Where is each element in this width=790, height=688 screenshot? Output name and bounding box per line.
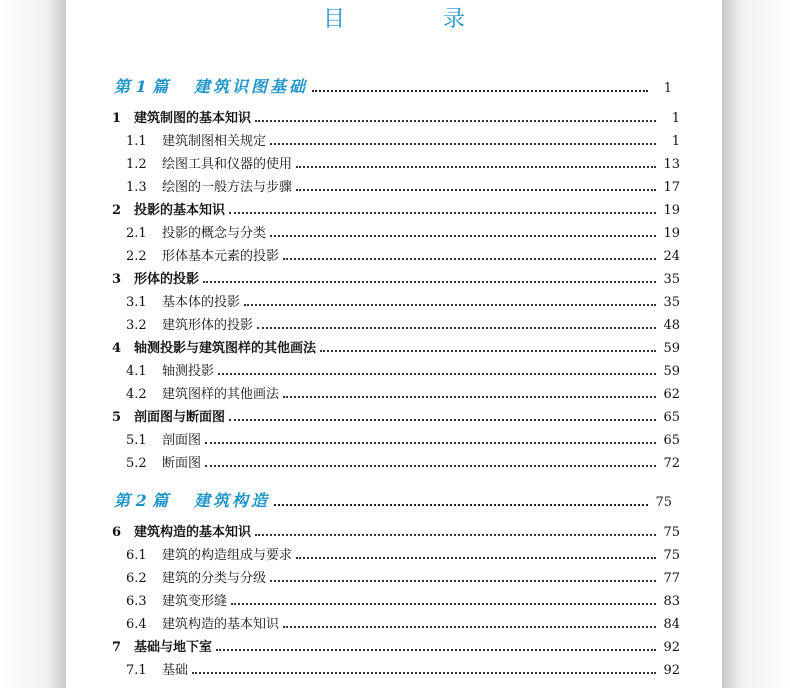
entry-number: 3.2 (126, 318, 147, 333)
entry-number: 3.1 (126, 295, 147, 310)
entry-number: 4 (112, 341, 122, 356)
dot-leader (229, 212, 656, 214)
entry-page-number: 65 (663, 410, 680, 425)
entry-title: 建筑形体的投影 (162, 318, 254, 333)
dot-leader (257, 327, 656, 329)
entry-title: 基础 (162, 663, 189, 678)
entry-number: 7.1 (126, 663, 147, 678)
entry-title: 建筑的分类与分级 (162, 571, 267, 586)
entry-title: 建筑构造 (194, 491, 271, 510)
toc-section-entry (126, 544, 680, 563)
entry-number: 1.3 (126, 180, 147, 195)
entry-title: 建筑变形缝 (162, 594, 228, 609)
entry-title: 建筑识图基础 (194, 77, 309, 96)
entry-number: 6.3 (126, 594, 147, 609)
toc-section-entry (126, 452, 680, 471)
entry-page-number: 35 (663, 272, 680, 287)
toc-section-entry (126, 613, 680, 632)
entry-page-number: 35 (663, 295, 680, 310)
toc-chapter-entry (112, 107, 680, 126)
toc-section-entry (126, 567, 680, 586)
dot-leader (229, 419, 656, 421)
entry-page-number: 1 (671, 111, 680, 126)
toc-section-entry (126, 176, 680, 195)
entry-page-number: 77 (663, 571, 680, 586)
entry-page-number: 62 (663, 387, 680, 402)
dot-leader (283, 626, 656, 628)
entry-title: 建筑图样的其他画法 (162, 387, 280, 402)
entry-title: 建筑制图的基本知识 (134, 111, 252, 126)
dot-leader (312, 90, 648, 92)
entry-page-number: 19 (663, 226, 680, 241)
dot-leader (192, 672, 656, 674)
toc-part-entry (114, 74, 672, 97)
entry-number: 第 2 篇 (114, 491, 169, 510)
toc-section-entry (126, 245, 680, 264)
dot-leader (255, 534, 656, 536)
toc-chapter-entry (112, 521, 680, 540)
entry-title: 轴测投影 (162, 364, 215, 379)
entry-title: 剖面图 (162, 433, 202, 448)
dot-leader (216, 649, 656, 651)
toc-chapter-entry (112, 636, 680, 655)
toc-chapter-entry (112, 406, 680, 425)
page-shadow-right (722, 0, 790, 688)
dot-leader (296, 557, 656, 559)
entry-number: 4.2 (126, 387, 147, 402)
page-shadow-left (0, 0, 66, 688)
toc-section-entry (126, 222, 680, 241)
entry-page-number: 17 (663, 180, 680, 195)
dot-leader (270, 143, 656, 145)
dot-leader (296, 166, 656, 168)
entry-number: 第 1 篇 (114, 77, 169, 96)
entry-page-number: 83 (663, 594, 680, 609)
entry-page-number: 75 (663, 548, 680, 563)
toc-section-entry (126, 659, 680, 678)
entry-page-number: 92 (663, 640, 680, 655)
entry-page-number: 19 (663, 203, 680, 218)
toc-chapter-entry (112, 337, 680, 356)
dot-leader (218, 373, 656, 375)
entry-number: 6 (112, 525, 122, 540)
toc-chapter-entry (112, 268, 680, 287)
dot-leader (274, 504, 648, 506)
entry-page-number: 1 (663, 81, 672, 96)
dot-leader (320, 350, 656, 352)
entry-title: 基本体的投影 (162, 295, 241, 310)
entry-number: 2.2 (126, 249, 147, 264)
entry-page-number: 48 (663, 318, 680, 333)
entry-page-number: 1 (671, 134, 680, 149)
toc-section-entry (126, 429, 680, 448)
entry-number: 1.2 (126, 157, 147, 172)
entry-title: 建筑制图相关规定 (162, 134, 267, 149)
entry-title: 形体的投影 (134, 272, 200, 287)
entry-number: 5 (112, 410, 122, 425)
dot-leader (296, 189, 656, 191)
entry-number: 3 (112, 272, 122, 287)
entry-page-number: 72 (663, 456, 680, 471)
dot-leader (205, 442, 656, 444)
dot-leader (205, 465, 656, 467)
toc-section-entry (126, 360, 680, 379)
entry-title: 投影的基本知识 (134, 203, 226, 218)
entry-title: 绘图工具和仪器的使用 (162, 157, 293, 172)
entry-title: 投影的概念与分类 (162, 226, 267, 241)
toc-page (66, 0, 722, 688)
entry-number: 7 (112, 640, 122, 655)
toc-section-entry (126, 383, 680, 402)
dot-leader (270, 235, 656, 237)
entry-page-number: 13 (663, 157, 680, 172)
entry-title: 建筑构造的基本知识 (162, 617, 280, 632)
page-title: 目 录 (322, 7, 503, 32)
toc-section-entry (126, 153, 680, 172)
entry-number: 6.2 (126, 571, 147, 586)
dot-leader (203, 281, 656, 283)
entry-title: 轴测投影与建筑图样的其他画法 (134, 341, 317, 356)
entry-title: 绘图的一般方法与步骤 (162, 180, 293, 195)
entry-title: 建筑构造的基本知识 (134, 525, 252, 540)
entry-number: 2 (112, 203, 122, 218)
entry-page-number: 65 (663, 433, 680, 448)
entry-title: 形体基本元素的投影 (162, 249, 280, 264)
toc-section-entry (126, 590, 680, 609)
entry-title: 基础与地下室 (134, 640, 213, 655)
toc-part-entry (114, 488, 672, 511)
toc-chapter-entry (112, 199, 680, 218)
entry-title: 建筑的构造组成与要求 (162, 548, 293, 563)
toc-section-entry (126, 314, 680, 333)
entry-number: 6.1 (126, 548, 147, 563)
toc-section-entry (126, 291, 680, 310)
dot-leader (283, 258, 656, 260)
dot-leader (231, 603, 656, 605)
dot-leader (270, 580, 656, 582)
entry-number: 5.1 (126, 433, 147, 448)
toc-section-entry (126, 130, 680, 149)
entry-page-number: 59 (663, 364, 680, 379)
entry-number: 1.1 (126, 134, 147, 149)
entry-number: 2.1 (126, 226, 147, 241)
entry-number: 4.1 (126, 364, 147, 379)
dot-leader (283, 396, 656, 398)
entry-page-number: 92 (663, 663, 680, 678)
entry-page-number: 75 (655, 495, 672, 510)
entry-number: 5.2 (126, 456, 147, 471)
entry-page-number: 59 (663, 341, 680, 356)
entry-page-number: 84 (663, 617, 680, 632)
dot-leader (255, 120, 656, 122)
entry-number: 6.4 (126, 617, 147, 632)
entry-title: 断面图 (162, 456, 202, 471)
entry-title: 剖面图与断面图 (134, 410, 226, 425)
entry-number: 1 (112, 111, 122, 126)
entry-page-number: 24 (663, 249, 680, 264)
entry-page-number: 75 (663, 525, 680, 540)
dot-leader (244, 304, 656, 306)
